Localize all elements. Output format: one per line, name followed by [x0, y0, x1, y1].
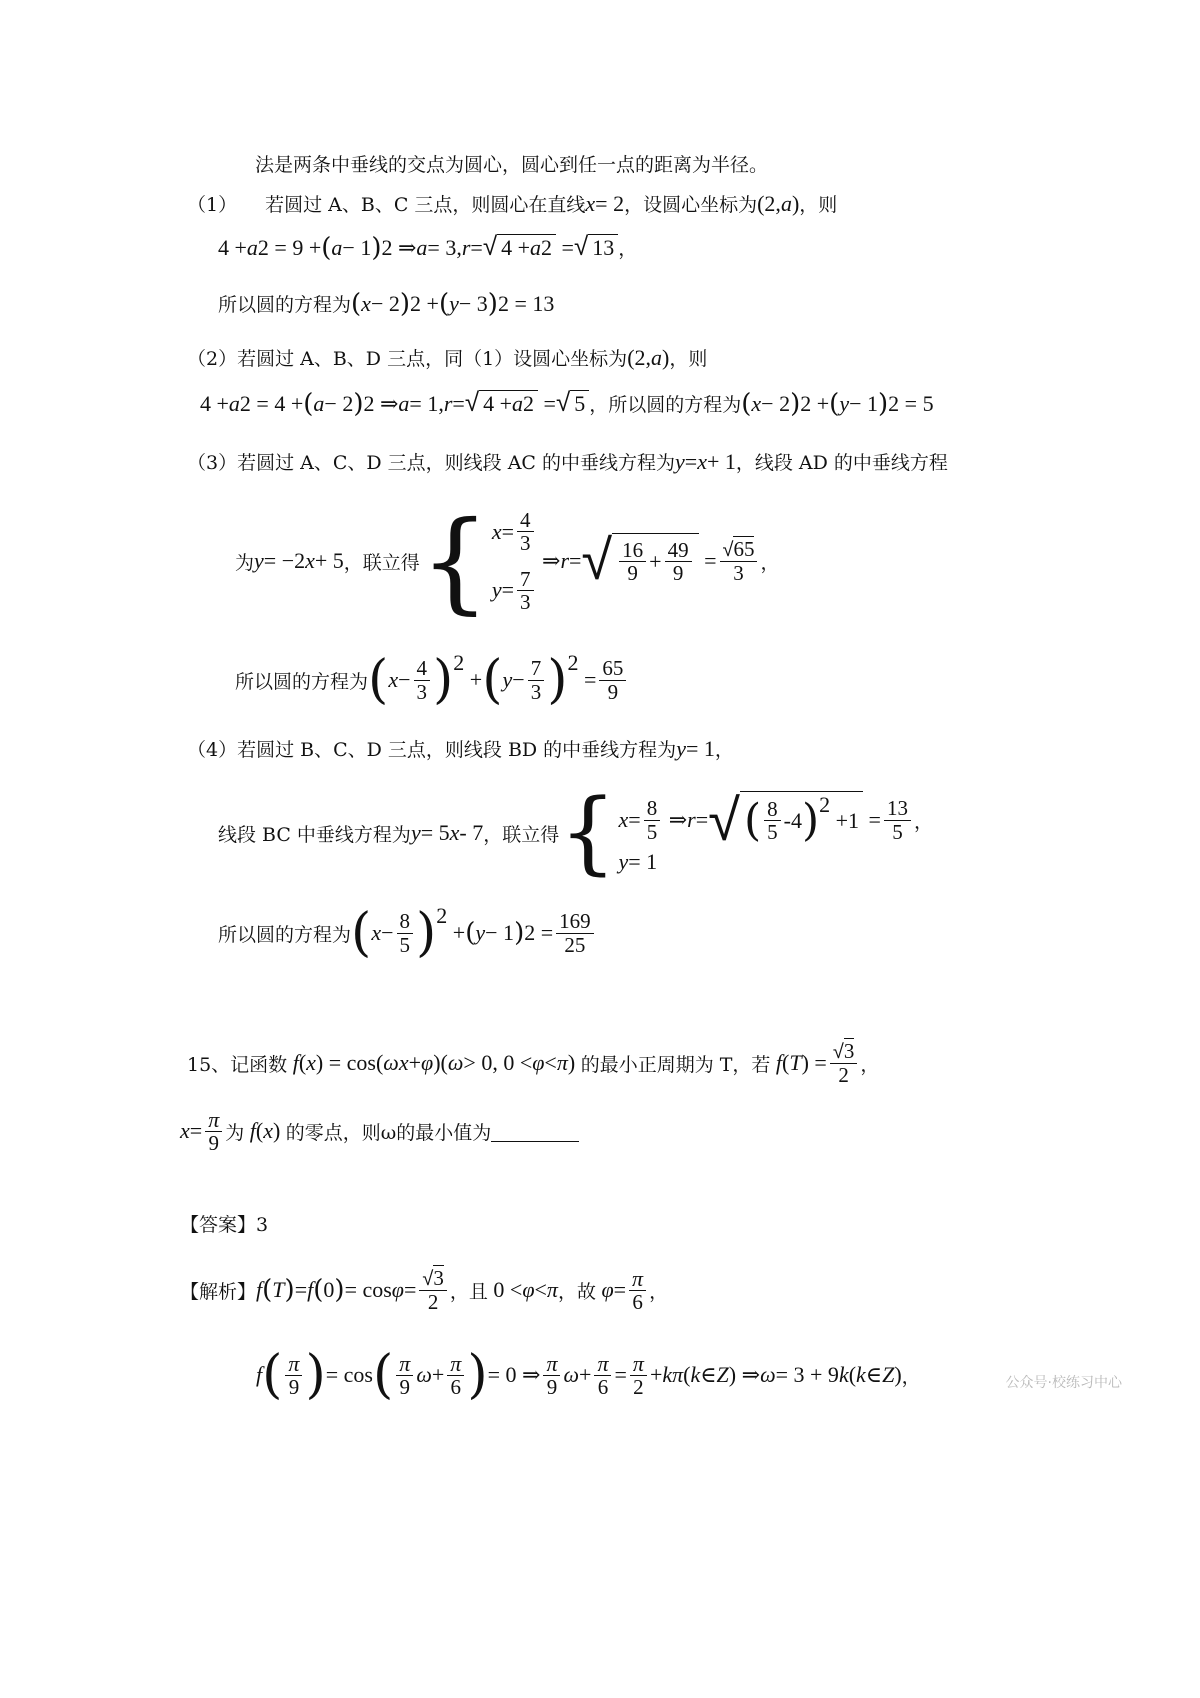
paragraph-text: ，联立得	[343, 551, 420, 574]
paragraph-text: 为	[235, 551, 255, 574]
equation-line: f ( $\frac{\pi}{9}$ ) = cos ( $\frac{\pi}{9}$ ω + $\frac{\pi}{6}$ ) = 0 ⇒ $\frac{\pi}{9}$ ω + $\frac{\pi}{6}$ = $\frac{\pi}{2}$ + kπ ( k ∈ Z ) ⇒ ω = 3 + 9 k ( k ∈ Z ) ，	[256, 1345, 921, 1405]
question-15: 15、记函数 f ( x ) = cos( ωx + φ )( ω > 0, 0 < φ < π ) 的最小正周期为 T，若 f ( T ) = $\frac{√3}{2}$ ，	[187, 1039, 880, 1087]
paragraph-text: ，则	[799, 194, 838, 216]
analysis-line: 【解析】 f ( T ) = f ( 0 ) = cos φ = $\frac{√3}{2}$ ，且 0 < φ < π ，故 φ = $\frac{\pi}{6}$ ，	[180, 1265, 669, 1315]
part-4-heading: （4）若圆过 B、C、D 三点，则线段 BD 的中垂线方程为 y = 1 ，	[187, 735, 734, 761]
part-3-heading: （3）若圆过 A、C、D 三点，则线段 AC 的中垂线方程为 y = x + 1 ，线段 AD 的中垂线方程	[187, 448, 948, 474]
math-inline: x	[585, 190, 596, 216]
equation-line: 为 y = −2 x + 5 ，联立得 { x = $\frac{4}{3}$ y = $\frac{7}{3}$ ⇒ r = √ $\frac{16}{9}$ + $\frac{49}{9}$ = $\frac{√65}{3}$ ，	[235, 497, 780, 625]
question-15-line-2: x = $\frac{\pi}{9}$ 为 f ( x ) 的零点，则ω的最小值为	[180, 1103, 579, 1159]
equation-line: 4 + a 2 = 4 + ( a − 2 ) 2 ⇒ a = 1, r = √ 4 + a 2 = √ 5 ，所以圆的方程为 ( x − 2 ) 2 + ( y − 1 ) 2 = 5	[200, 388, 934, 419]
paragraph-text: （3）若圆过 A、C、D 三点，则线段 AC 的中垂线方程为	[187, 452, 675, 474]
paragraph-text: （4）若圆过 B、C、D 三点，则线段 BD 的中垂线方程为	[187, 739, 677, 761]
paragraph-text: 的最小正周期为 T，若	[580, 1053, 771, 1076]
paragraph-text: 15、记函数	[187, 1053, 288, 1076]
paragraph-text: 的零点，则ω的最小值为	[285, 1121, 492, 1144]
paragraph-text: ，且	[449, 1280, 488, 1303]
equation-line: 4 + a 2 = 9 + ( a − 1 ) 2 ⇒ a = 3, r = √ 4 + a 2 = √ 13 ，	[218, 232, 638, 263]
part-2-heading: （2）若圆过 A、B、D 三点，同（1）设圆心坐标为 (2, a ) ，则	[187, 344, 708, 370]
paragraph-text: ，设圆心坐标为	[624, 194, 758, 216]
answer-line	[180, 1210, 268, 1237]
paragraph-text: 所以圆的方程为	[218, 923, 352, 946]
answer-blank	[491, 1121, 579, 1142]
answer-text: 【答案】3	[180, 1214, 269, 1236]
analysis-label: 【解析】	[180, 1280, 257, 1303]
text-line	[255, 150, 768, 177]
paragraph-text: 所以圆的方程为	[235, 670, 369, 693]
part-label: （1）	[187, 194, 238, 216]
paragraph-text: 若圆过 A、B、C 三点，则圆心在直线	[265, 194, 586, 216]
paragraph-text: ，所以圆的方程为	[589, 394, 742, 416]
paragraph-text: （2）若圆过 A、B、D 三点，同（1）设圆心坐标为	[187, 348, 628, 370]
paragraph-text: 法是两条中垂线的交点为圆心，圆心到任一点的距离为半径。	[255, 154, 769, 176]
paragraph-text: 所以圆的方程为	[218, 294, 352, 316]
equation-line: 所以圆的方程为 ( x − $\frac{8}{5}$ ) 2 + ( y − 1 ) 2 = $\frac{169}{25}$	[218, 903, 597, 963]
paragraph-text: ，联立得	[483, 823, 560, 846]
paragraph-text: ，线段 AD 的中垂线方程	[735, 452, 948, 474]
paragraph-text: ，故	[557, 1280, 596, 1303]
paragraph-text: 为	[225, 1121, 245, 1144]
equation-line: 所以圆的方程为 ( x − 2 ) 2 + ( y − 3 ) 2 = 13	[218, 288, 555, 319]
part-1-heading: （1） 若圆过 A、B、C 三点，则圆心在直线 x = 2 ，设圆心坐标为 (2, a ) ，则	[187, 190, 838, 216]
paragraph-text: ，则	[669, 348, 708, 370]
equation-line: 线段 BC 中垂线方程为 y = 5 x - 7 ，联立得 { x = $\frac{8}{5}$ ⇒ r = √ ( $\frac{8}{5}$ -4 ) 2 +1 = $\frac{13}{5}$ ， y = 1	[218, 780, 933, 885]
paragraph-text: 线段 BC 中垂线方程为	[218, 823, 411, 846]
equation-line: 所以圆的方程为 ( x − $\frac{4}{3}$ ) 2 + ( y − $\frac{7}{3}$ ) 2 = $\frac{65}{9}$	[235, 650, 629, 710]
watermark-text: 公众号·校练习中心	[1005, 1375, 1122, 1391]
